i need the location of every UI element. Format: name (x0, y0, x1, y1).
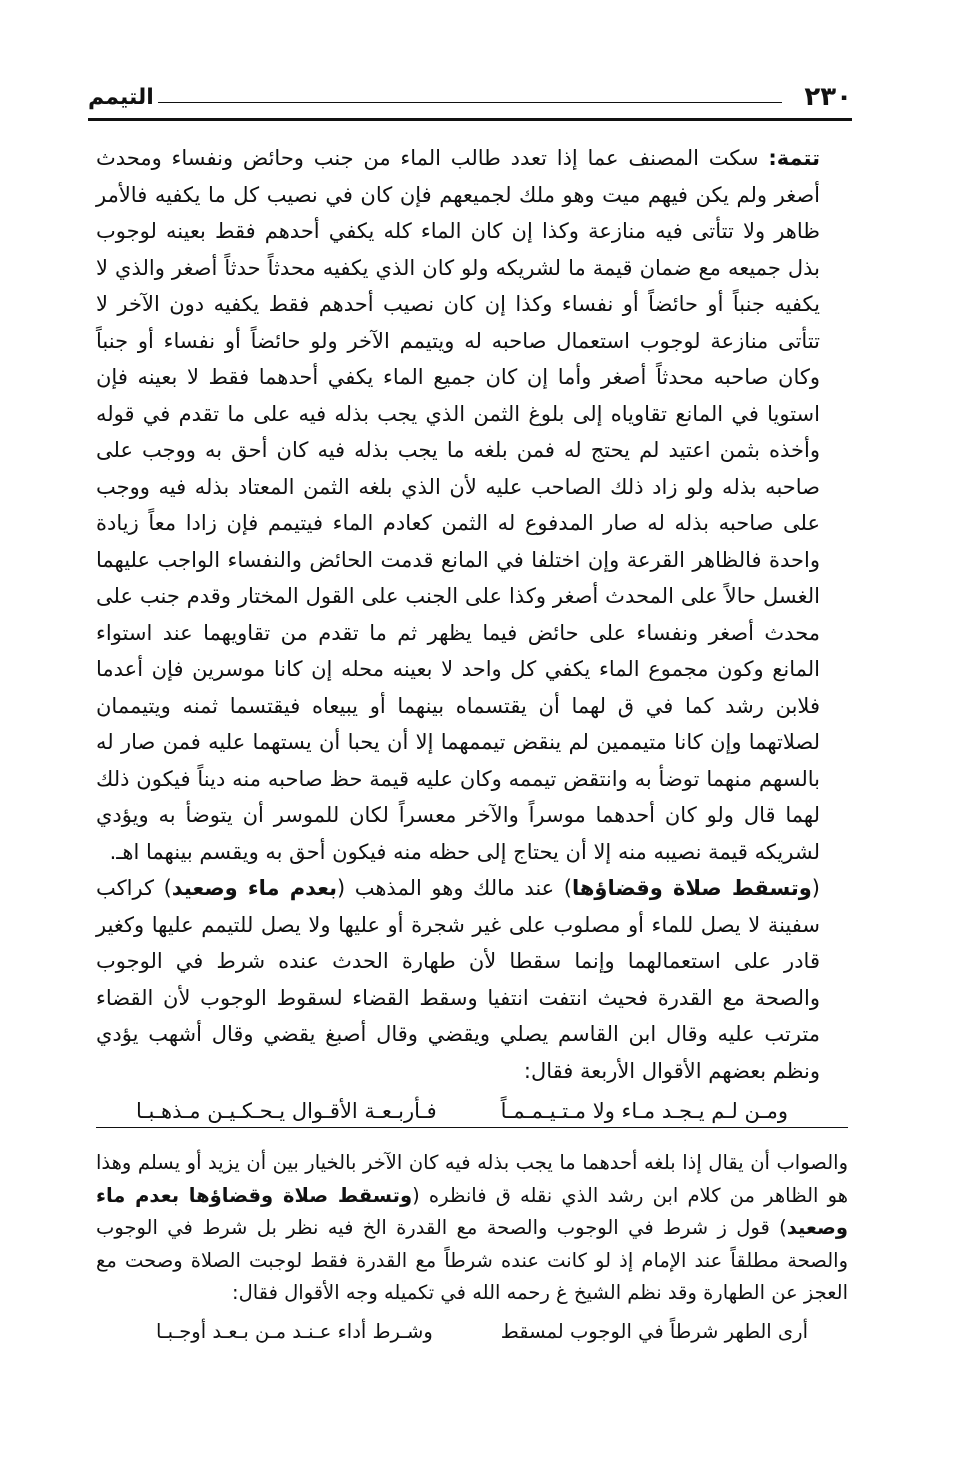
commentary-text-2: ) كراكب سفينة لا يصل للماء أو مصلوب على غير شجرة أو عليها ولا يصل للتيمم عليها وكغير قادر على استعمالهما وإنما سقطا لأن طهارة الحدث عنده شرط في الوجوب والصحة مع القدرة فحيث انتفت انتفيا وسقط القضاء لسقوط الوجوب لأن القضاء مترتب عليه وقال ابن القاسم يصلي ويقضي وقال أصبغ يقضي وقال أشهب يؤدي ونظم بعضهم الأقوال الأربعة فقال: (96, 876, 820, 1083)
paragraph-prayer-falls (96, 870, 848, 1089)
verse-first-hemistich: ومـن لـم يـجـد مـاء ولا مـتـيـمـمـاً (500, 1099, 788, 1123)
matn-quote-2: بعدم ماء وصعيد (171, 876, 337, 900)
running-title: التيمم (88, 85, 154, 110)
footnote-paragraph (96, 1147, 848, 1310)
verse-second-hemistich: فـأربـعـة الأقـوال يـحـكـيـن مـذهـبـا (136, 1099, 437, 1123)
open-paren: ( (811, 876, 820, 900)
paragraph-supplement (96, 140, 848, 870)
footnote-text-2: ) قول ز شرط في الوجوب والصحة مع القدرة الخ فيه نظر بل شرط في الوجوب والصحة مطلقاً عند الإمام إذ لو كانت عنده شرطاً مع القدرة فقط لوجبت الصلاة وصحت مع العجز عن الطهارة وقد نظم الشيخ غ رحمه الله في تكميله وجه الأقوال فقال: (96, 1216, 848, 1304)
page-number: ٢٣٠ (804, 82, 852, 112)
footnotes (96, 1147, 848, 1348)
header-thick-rule (88, 118, 852, 121)
supplement-label: تتمة: (768, 146, 820, 170)
footnote-text-1: والصواب أن يقال إذا بلغه أحدهما ما يجب بذله فيه كان الآخر بالخيار بين أن يزيد أو يسلم وهذا هو الظاهر من كلام ابن رشد الذي نقله ق فانظره ( (96, 1151, 849, 1207)
footnote-separator (96, 1127, 848, 1128)
footnote-verse-first-hemistich: أرى الطهر شرطاً في الوجوب لمسقط (500, 1319, 808, 1343)
matn-quote-1: وتسقط صلاة وقضاؤها (571, 876, 812, 900)
footnote-verse-second-hemistich: وشـرط أداء عـنـد مـن بـعـد أوجـبـا (156, 1319, 433, 1343)
footnote-matn-quote: وتسقط صلاة وقضاؤها بعدم ماء وصعيد (96, 1183, 848, 1239)
main-text (96, 140, 848, 1130)
footnote-verse-line (96, 1316, 848, 1349)
supplement-text: سكت المصنف عما إذا تعدد طالب الماء من جنب وحائض ونفساء ومحدث أصغر ولم يكن فيهم ميت وهو ملك لجميعهم فإن كان في نصيب كل ما يكفيه فالأمر ظاهر ولا تتأتى فيه منازعة وكذا إن كان الماء كله يكفي أحدهم فقط بعينه لوجوب بذل جميعه مع ضمان قيمة ما لشريكه ولو كان الذي يكفيه محدثاً حدثاً أصغر والذي لا يكفيه جنباً أو حائضاً أو نفساء وكذا إن كان نصيب أحدهم فقط يكفيه دون الآخر لا تتأتى منازعة لوجوب استعمال صاحبه له ويتيمم الآخر ولو حائضاً أو نفساء أو جنباً وكان صاحبه محدثاً أصغر وأما إن كان جميع الماء يكفي أحدهما فقط لا بعينه فإن استويا في المانع تقاوياه إلى بلوغ الثمن الذي يجب بذله فيه على ما تقدم في قوله وأخذه بثمن اعتيد لم يحتج له فمن بلغه ما يجب بذله فيه كان أحق به ووجب على صاحبه بذله ولو زاد ذلك الصاحب عليه لأن الذي بلغه الثمن المعتاد بذله فيه ووجب على صاحبه بذله له صار المدفوع له الثمن كعادم الماء فيتيمم فإن زادا معاً زيادة واحدة فالظاهر القرعة وإن اختلفا في المانع قدمت الحائض والنفساء الواجب عليهما الغسل حالاً على المحدث أصغر وكذا على الجنب على القول المختار وقدم جنب على محدث أصغر ونفساء على حائض فيما يظهر ثم ما تقدم من تقاويهما عند استواء المانع وكون مجموع الماء يكفي كل واحد لا بعينه محله إن كانا موسرين فإن أعدما فلابن رشد كما في ق لهما أن يقتسماه بينهما أو يبيعاه فيقتسما ثمنه ويتيممان لصلاتهما وإن كانا متيممين لم ينقض تيممهما إلا أن يحبا أن يستهما عليه فمن صار له بالسهم منهما توضأ به وانتقض تيممه وكان عليه قيمة حظ صاحبه منه ديناً فيكون ذلك لهما قال ولو كان أحدهما موسراً والآخر معسراً لكان للموسر أن يتوضأ به ويؤدي لشريكه قيمة نصيبه منه إلا أن يحتاج إلى حظه منه فيكون أحق به ويقسم بينهما اهـ. (96, 146, 820, 864)
commentary-text-1: ) عند مالك وهو المذهب ( (336, 876, 572, 900)
page-header (88, 82, 852, 122)
verse-line (96, 1093, 848, 1130)
header-rule (158, 102, 782, 103)
